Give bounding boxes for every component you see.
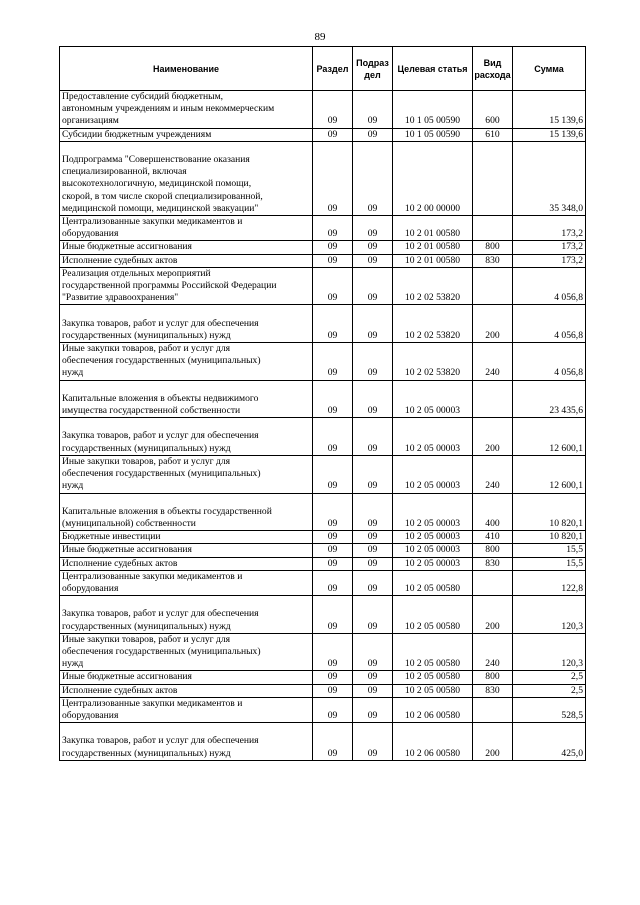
- cell-name: Подпрограмма "Совершенствование оказания специализированной, включая высокотехнологичную, медицинской помощи, скорой, в том числе скорой специализированной, медицинской помощи, медицинской эвакуации": [60, 141, 313, 215]
- cell-vid: [473, 697, 513, 722]
- cell-vid: [473, 267, 513, 305]
- cell-razdel: 09: [313, 141, 353, 215]
- cell-summa: 10 820,1: [513, 531, 586, 544]
- cell-summa: 4 056,8: [513, 267, 586, 305]
- cell-razdel: 09: [313, 684, 353, 697]
- cell-razdel: 09: [313, 596, 353, 634]
- cell-name: Иные закупки товаров, работ и услуг для обеспечения государственных (муниципальных) нужд: [60, 343, 313, 381]
- table-row: [60, 596, 586, 634]
- cell-vid: 830: [473, 557, 513, 570]
- cell-celevaya: 10 2 05 00003: [393, 380, 473, 418]
- cell-podrazdel: 09: [353, 697, 393, 722]
- column-header-vid: Вид расхода: [473, 47, 513, 91]
- cell-vid: 240: [473, 633, 513, 671]
- cell-celevaya: 10 2 05 00003: [393, 544, 473, 557]
- table-row: [60, 216, 586, 241]
- table-row: [60, 557, 586, 570]
- table-row: [60, 544, 586, 557]
- cell-vid: 200: [473, 305, 513, 343]
- cell-name: Исполнение судебных актов: [60, 684, 313, 697]
- cell-summa: 23 435,6: [513, 380, 586, 418]
- cell-razdel: 09: [313, 380, 353, 418]
- cell-podrazdel: 09: [353, 596, 393, 634]
- cell-vid: 240: [473, 343, 513, 381]
- cell-vid: 610: [473, 128, 513, 141]
- cell-summa: 173,2: [513, 254, 586, 267]
- column-header-podrazdel: Подраз дел: [353, 47, 393, 91]
- cell-podrazdel: 09: [353, 91, 393, 129]
- cell-name: Закупка товаров, работ и услуг для обеспечения государственных (муниципальных) нужд: [60, 723, 313, 761]
- cell-razdel: 09: [313, 493, 353, 531]
- cell-vid: [473, 141, 513, 215]
- cell-name: Централизованные закупки медикаментов и оборудования: [60, 697, 313, 722]
- cell-summa: 122,8: [513, 570, 586, 595]
- cell-celevaya: 10 2 05 00580: [393, 671, 473, 684]
- cell-razdel: 09: [313, 418, 353, 456]
- column-header-name: Наименование: [60, 47, 313, 91]
- cell-podrazdel: 09: [353, 557, 393, 570]
- cell-name: Централизованные закупки медикаментов и оборудования: [60, 570, 313, 595]
- cell-podrazdel: 09: [353, 531, 393, 544]
- cell-name: Предоставление субсидий бюджетным, автономным учреждениям и иным некоммерческим организациям: [60, 91, 313, 129]
- table-row: [60, 723, 586, 761]
- cell-razdel: 09: [313, 531, 353, 544]
- cell-celevaya: 10 2 06 00580: [393, 723, 473, 761]
- cell-name: Закупка товаров, работ и услуг для обеспечения государственных (муниципальных) нужд: [60, 305, 313, 343]
- cell-summa: 120,3: [513, 633, 586, 671]
- cell-razdel: 09: [313, 91, 353, 129]
- column-header-razdel: Раздел: [313, 47, 353, 91]
- cell-celevaya: 10 1 05 00590: [393, 91, 473, 129]
- cell-razdel: 09: [313, 254, 353, 267]
- cell-summa: 4 056,8: [513, 343, 586, 381]
- cell-summa: 12 600,1: [513, 455, 586, 493]
- table-row: [60, 455, 586, 493]
- cell-vid: 200: [473, 596, 513, 634]
- cell-celevaya: 10 2 01 00580: [393, 254, 473, 267]
- table-header-row: [60, 47, 586, 91]
- table-row: [60, 493, 586, 531]
- table-row: [60, 128, 586, 141]
- cell-name: Исполнение судебных актов: [60, 557, 313, 570]
- cell-razdel: 09: [313, 241, 353, 254]
- cell-summa: 12 600,1: [513, 418, 586, 456]
- cell-celevaya: 10 2 02 53820: [393, 267, 473, 305]
- cell-celevaya: 10 2 05 00003: [393, 557, 473, 570]
- cell-celevaya: 10 2 05 00580: [393, 570, 473, 595]
- cell-summa: 10 820,1: [513, 493, 586, 531]
- cell-name: Исполнение судебных актов: [60, 254, 313, 267]
- cell-summa: 2,5: [513, 671, 586, 684]
- table-row: [60, 684, 586, 697]
- cell-celevaya: 10 2 05 00003: [393, 455, 473, 493]
- cell-summa: 35 348,0: [513, 141, 586, 215]
- page-number: 89: [314, 31, 326, 43]
- table-row: [60, 380, 586, 418]
- cell-name: Иные бюджетные ассигнования: [60, 671, 313, 684]
- cell-celevaya: 10 2 01 00580: [393, 241, 473, 254]
- column-header-summa: Сумма: [513, 47, 586, 91]
- cell-razdel: 09: [313, 216, 353, 241]
- cell-name: Субсидии бюджетным учреждениям: [60, 128, 313, 141]
- cell-name: Иные бюджетные ассигнования: [60, 544, 313, 557]
- cell-vid: 200: [473, 723, 513, 761]
- cell-podrazdel: 09: [353, 267, 393, 305]
- cell-podrazdel: 09: [353, 305, 393, 343]
- cell-celevaya: 10 2 00 00000: [393, 141, 473, 215]
- table-row: [60, 343, 586, 381]
- cell-vid: 800: [473, 671, 513, 684]
- cell-summa: 4 056,8: [513, 305, 586, 343]
- cell-name: Бюджетные инвестиции: [60, 531, 313, 544]
- cell-vid: 410: [473, 531, 513, 544]
- cell-podrazdel: 09: [353, 128, 393, 141]
- cell-summa: 2,5: [513, 684, 586, 697]
- cell-vid: [473, 380, 513, 418]
- cell-razdel: 09: [313, 557, 353, 570]
- cell-podrazdel: 09: [353, 455, 393, 493]
- table-row: [60, 418, 586, 456]
- cell-razdel: 09: [313, 633, 353, 671]
- cell-razdel: 09: [313, 723, 353, 761]
- cell-summa: 528,5: [513, 697, 586, 722]
- budget-table: [59, 46, 586, 761]
- cell-name: Закупка товаров, работ и услуг для обеспечения государственных (муниципальных) нужд: [60, 418, 313, 456]
- cell-celevaya: 10 2 05 00580: [393, 684, 473, 697]
- cell-vid: 800: [473, 241, 513, 254]
- cell-vid: 800: [473, 544, 513, 557]
- cell-celevaya: 10 1 05 00590: [393, 128, 473, 141]
- column-header-celevaya: Целевая статья: [393, 47, 473, 91]
- cell-summa: 15,5: [513, 557, 586, 570]
- cell-podrazdel: 09: [353, 684, 393, 697]
- cell-vid: [473, 216, 513, 241]
- table-row: [60, 531, 586, 544]
- cell-podrazdel: 09: [353, 633, 393, 671]
- cell-podrazdel: 09: [353, 216, 393, 241]
- cell-podrazdel: 09: [353, 241, 393, 254]
- cell-vid: [473, 570, 513, 595]
- cell-summa: 425,0: [513, 723, 586, 761]
- cell-vid: 240: [473, 455, 513, 493]
- table-row: [60, 671, 586, 684]
- cell-name: Капитальные вложения в объекты недвижимого имущества государственной собственности: [60, 380, 313, 418]
- table-row: [60, 633, 586, 671]
- cell-celevaya: 10 2 05 00003: [393, 493, 473, 531]
- table-row: [60, 141, 586, 215]
- cell-vid: 830: [473, 684, 513, 697]
- cell-name: Реализация отдельных мероприятий государственной программы Российской Федерации "Развитие здравоохранения": [60, 267, 313, 305]
- cell-name: Иные бюджетные ассигнования: [60, 241, 313, 254]
- cell-summa: 15 139,6: [513, 91, 586, 129]
- cell-vid: 400: [473, 493, 513, 531]
- cell-podrazdel: 09: [353, 723, 393, 761]
- cell-razdel: 09: [313, 671, 353, 684]
- cell-celevaya: 10 2 05 00580: [393, 633, 473, 671]
- cell-razdel: 09: [313, 455, 353, 493]
- cell-vid: 200: [473, 418, 513, 456]
- cell-podrazdel: 09: [353, 343, 393, 381]
- cell-name: Капитальные вложения в объекты государственной (муниципальной) собственности: [60, 493, 313, 531]
- cell-razdel: 09: [313, 343, 353, 381]
- table-row: [60, 267, 586, 305]
- cell-razdel: 09: [313, 128, 353, 141]
- cell-name: Централизованные закупки медикаментов и оборудования: [60, 216, 313, 241]
- cell-podrazdel: 09: [353, 570, 393, 595]
- cell-vid: 600: [473, 91, 513, 129]
- cell-razdel: 09: [313, 697, 353, 722]
- table-row: [60, 570, 586, 595]
- table-row: [60, 91, 586, 129]
- cell-summa: 173,2: [513, 241, 586, 254]
- cell-celevaya: 10 2 06 00580: [393, 697, 473, 722]
- cell-podrazdel: 09: [353, 671, 393, 684]
- cell-celevaya: 10 2 05 00003: [393, 531, 473, 544]
- cell-celevaya: 10 2 05 00580: [393, 596, 473, 634]
- cell-name: Иные закупки товаров, работ и услуг для обеспечения государственных (муниципальных) нужд: [60, 455, 313, 493]
- cell-name: Иные закупки товаров, работ и услуг для обеспечения государственных (муниципальных) нужд: [60, 633, 313, 671]
- cell-podrazdel: 09: [353, 493, 393, 531]
- cell-name: Закупка товаров, работ и услуг для обеспечения государственных (муниципальных) нужд: [60, 596, 313, 634]
- cell-podrazdel: 09: [353, 418, 393, 456]
- cell-summa: 15 139,6: [513, 128, 586, 141]
- cell-podrazdel: 09: [353, 544, 393, 557]
- table-body: [60, 91, 586, 761]
- cell-razdel: 09: [313, 267, 353, 305]
- cell-podrazdel: 09: [353, 141, 393, 215]
- cell-podrazdel: 09: [353, 254, 393, 267]
- cell-razdel: 09: [313, 570, 353, 595]
- table-row: [60, 697, 586, 722]
- table-row: [60, 241, 586, 254]
- cell-celevaya: 10 2 05 00003: [393, 418, 473, 456]
- cell-razdel: 09: [313, 544, 353, 557]
- cell-summa: 15,5: [513, 544, 586, 557]
- table-row: [60, 254, 586, 267]
- table-row: [60, 305, 586, 343]
- cell-celevaya: 10 2 01 00580: [393, 216, 473, 241]
- cell-celevaya: 10 2 02 53820: [393, 305, 473, 343]
- cell-podrazdel: 09: [353, 380, 393, 418]
- cell-razdel: 09: [313, 305, 353, 343]
- cell-summa: 120,3: [513, 596, 586, 634]
- cell-summa: 173,2: [513, 216, 586, 241]
- cell-celevaya: 10 2 02 53820: [393, 343, 473, 381]
- cell-vid: 830: [473, 254, 513, 267]
